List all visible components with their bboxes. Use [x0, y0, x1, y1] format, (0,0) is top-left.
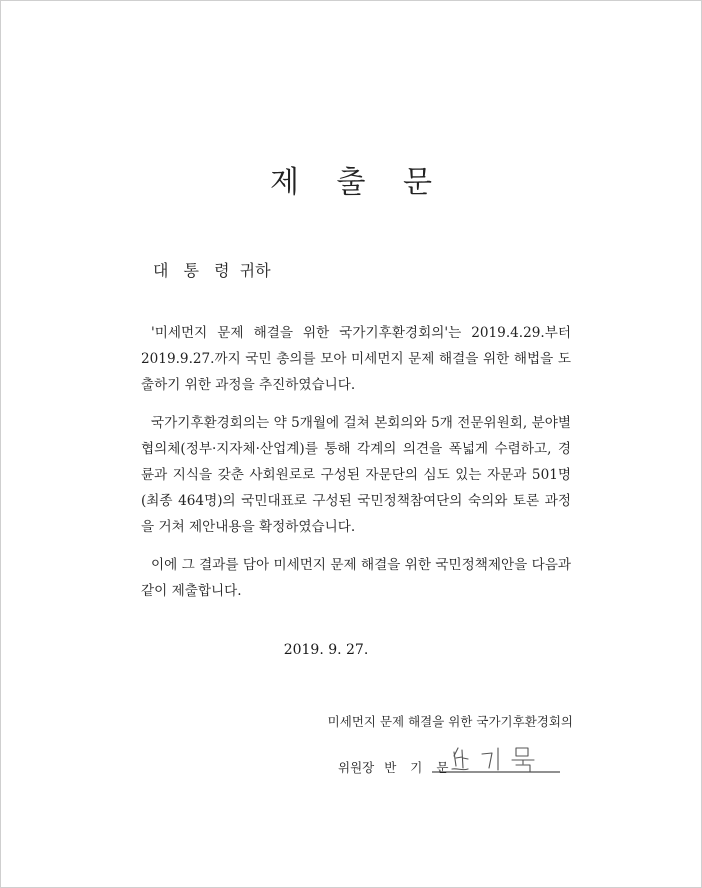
organization-name: 미세먼지 문제 해결을 위한 국가기후환경회의 [327, 714, 573, 729]
paragraph-2: 국가기후환경회의는 약 5개월에 걸쳐 본회의와 5개 전문위원회, 분야별 협의체(정부·지자체·산업계)를 통해 각계의 의견을 폭넓게 수렴하고, 경륜과 지식을 갖춘 사회원로로 구성된 자문단의 심도 있는 자문과 501명(최종 464명)의 국민대표로 구성된 국민정책참여단의 숙의와 토론 과정을 거쳐 제안내용을 확정하였습니다. [141, 414, 571, 536]
submission-date: 2019. 9. 27. [283, 642, 369, 658]
body-text [141, 320, 571, 615]
addressee [153, 258, 271, 281]
addressee-suffix: 귀하 [239, 261, 271, 280]
chair-title: 위원장 [338, 760, 375, 775]
document-title: 제 출 문 [269, 165, 432, 200]
date-line [0, 642, 702, 658]
paragraph-1: '미세먼지 문제 해결을 위한 국가기후환경회의'는 2019.4.29.부터 2019.9.27.까지 국민 총의를 모아 미세먼지 문제 해결을 위한 해법을 도출하기 위한 과정을 추진하였습니다. [141, 325, 571, 394]
addressee-name: 대 통 령 [153, 261, 235, 280]
signature [432, 738, 560, 778]
chair-name: 반 기 문 [384, 760, 454, 775]
paragraph-3: 이에 그 결과를 담아 미세먼지 문제 해결을 위한 국민정책제안을 다음과 같이 제출합니다. [141, 556, 571, 599]
